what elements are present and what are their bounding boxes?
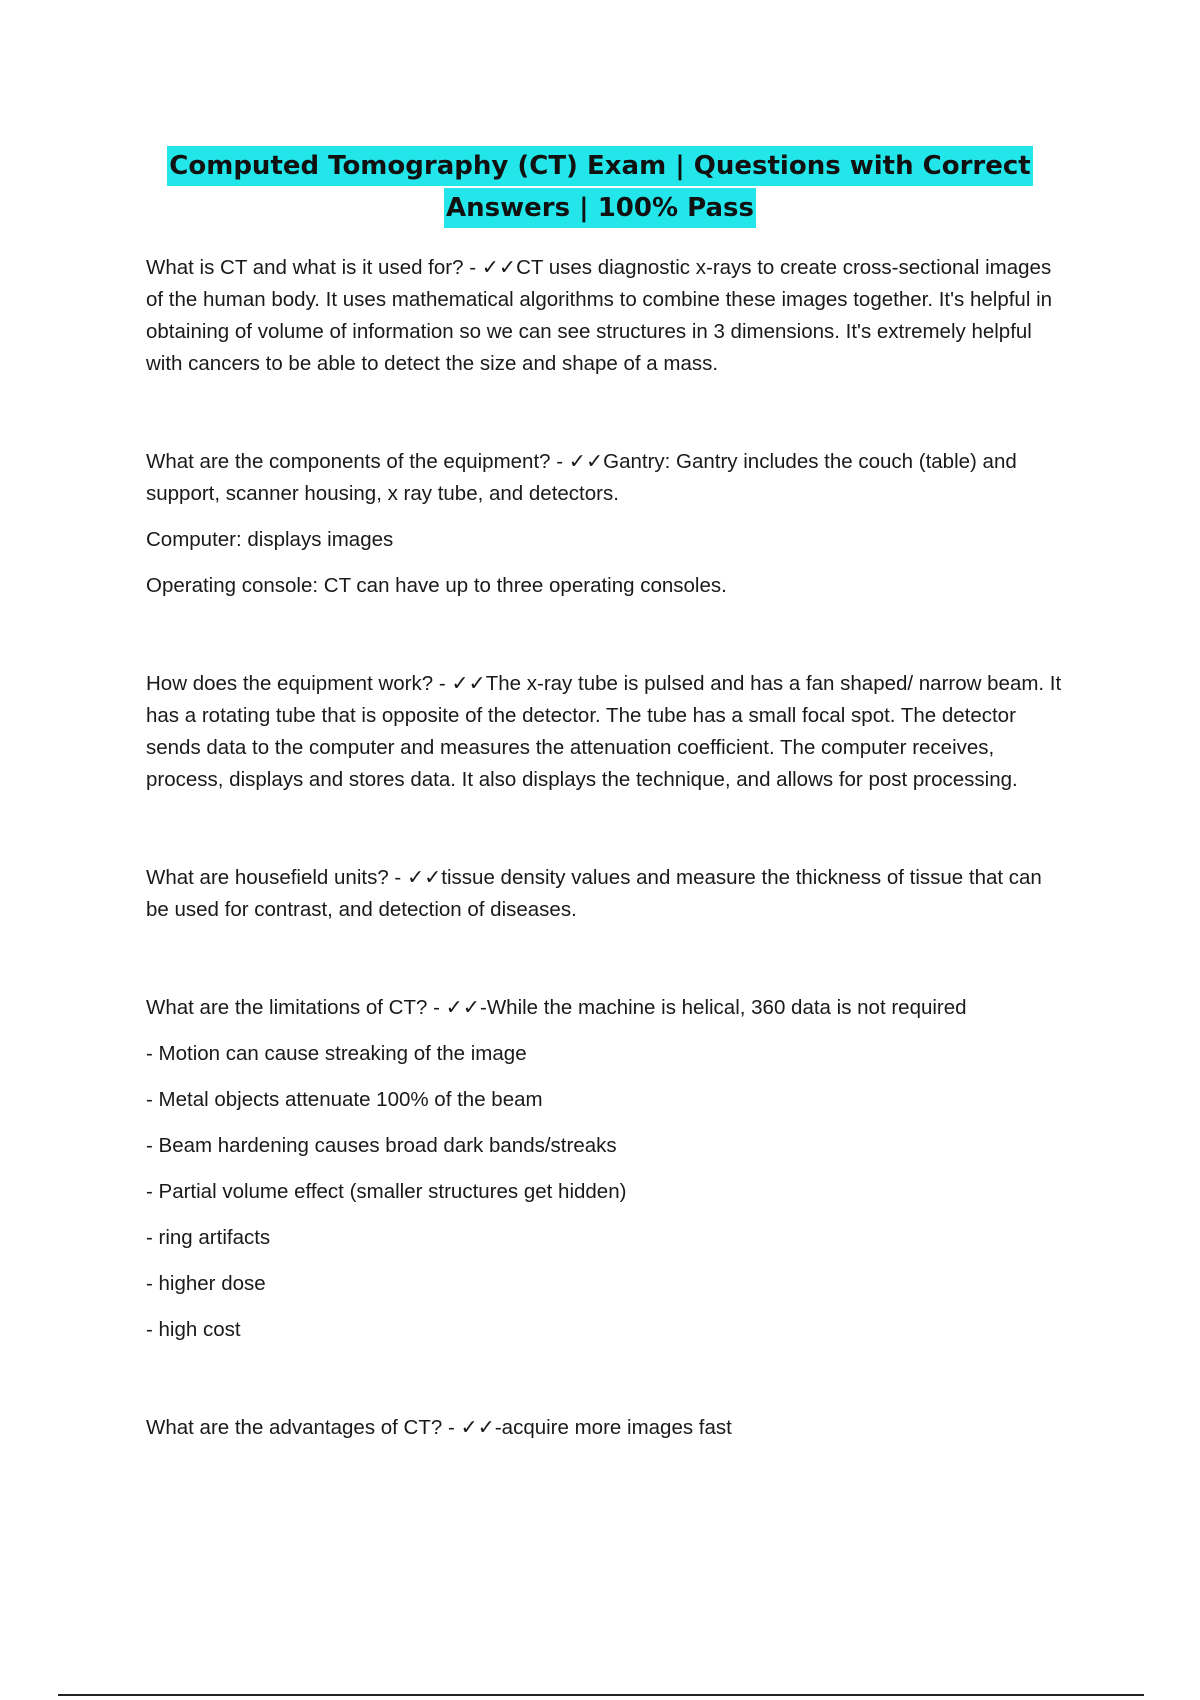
qa-list-item: - higher dose — [146, 1272, 266, 1295]
qa-item-components — [146, 446, 1066, 602]
qa-item-housefield-units — [146, 862, 1066, 926]
section-spacer — [146, 810, 1066, 862]
qa-list-item: - high cost — [146, 1318, 241, 1341]
document-body — [146, 252, 1066, 1458]
qa-paragraph: What are housefield units? - ✓✓tissue density values and measure the thickness of tissue that can be used for contrast, and detection of diseases. — [146, 866, 1042, 921]
document-title — [0, 146, 1200, 230]
qa-paragraph: How does the equipment work? - ✓✓The x-ray tube is pulsed and has a fan shaped/ narrow beam. It has a rotating tube that is opposite of the detector. The tube has a small focal spot. The detector sends data to the computer and measures the attenuation coefficient. The computer receives, process, displays and stores data. It also displays the technique, and allows for post processing. — [146, 672, 1062, 791]
qa-paragraph: What is CT and what is it used for? - ✓✓CT uses diagnostic x-rays to create cross-sectional images of the human body. It uses mathematical algorithms to combine these images together. It's helpful in obtaining of volume of information so we can see structures in 3 dimensions. It's extremely helpful with cancers to be able to detect the size and shape of a mass. — [146, 256, 1053, 375]
section-spacer — [146, 394, 1066, 446]
qa-list-item: - Motion can cause streaking of the image — [146, 1042, 527, 1065]
qa-item-how-it-works — [146, 668, 1066, 796]
section-spacer — [146, 1360, 1066, 1412]
footer-divider — [58, 1694, 1144, 1696]
section-spacer — [146, 940, 1066, 992]
qa-list-item: - Metal objects attenuate 100% of the beam — [146, 1088, 543, 1111]
qa-paragraph: What are the components of the equipment? - ✓✓Gantry: Gantry includes the couch (table) and support, scanner housing, x ray tube, and detectors. — [146, 450, 1017, 505]
qa-paragraph: What are the advantages of CT? - ✓✓-acquire more images fast — [146, 1416, 732, 1439]
qa-item-what-is-ct — [146, 252, 1066, 380]
qa-list-item: - Beam hardening causes broad dark bands/streaks — [146, 1134, 617, 1157]
qa-paragraph: Computer: displays images — [146, 528, 394, 551]
qa-paragraph: Operating console: CT can have up to three operating consoles. — [146, 574, 727, 597]
section-spacer — [146, 616, 1066, 668]
qa-item-advantages — [146, 1412, 1066, 1444]
qa-item-limitations — [146, 992, 1066, 1346]
qa-list-item: - Partial volume effect (smaller structures get hidden) — [146, 1180, 627, 1203]
qa-paragraph: What are the limitations of CT? - ✓✓-While the machine is helical, 360 data is not required — [146, 996, 967, 1019]
title-line-1: Computed Tomography (CT) Exam | Questions with Correct — [167, 146, 1032, 186]
qa-list-item: - ring artifacts — [146, 1226, 271, 1249]
title-line-2: Answers | 100% Pass — [444, 188, 756, 228]
